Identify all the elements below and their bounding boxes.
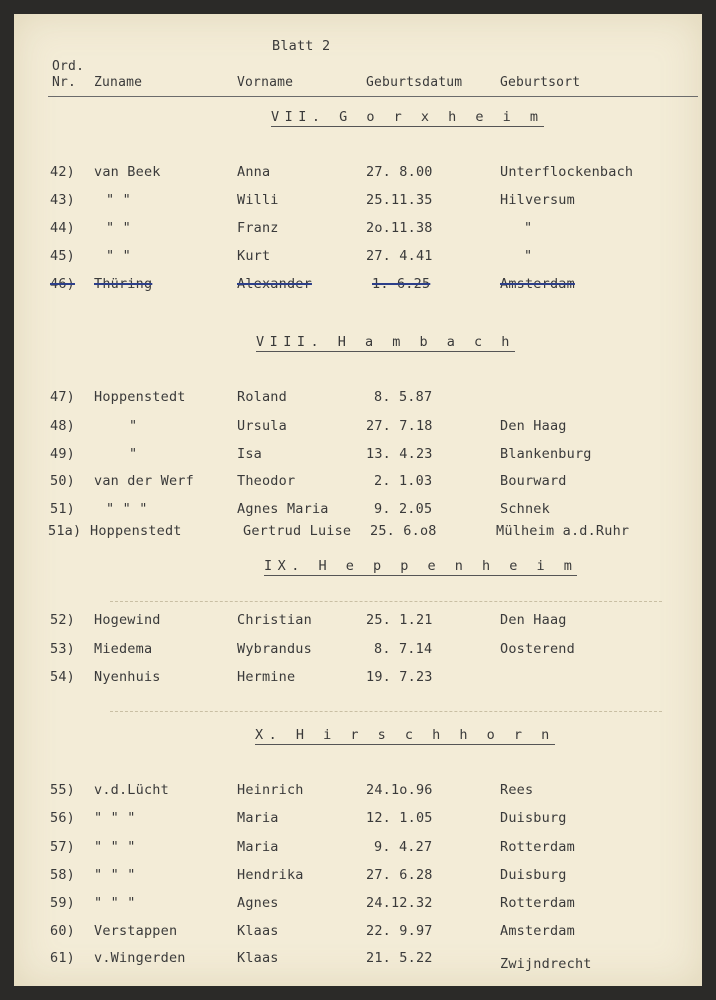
row-geburtsdatum: 9. 4.27 [374, 839, 433, 855]
row-zuname: Miedema [94, 641, 153, 657]
row-zuname: " " [106, 220, 131, 236]
row-zuname: " " " [106, 501, 148, 517]
row-nr: 55) [50, 782, 75, 798]
row-vorname: Wybrandus [237, 641, 312, 657]
row-vorname: Theodor [237, 473, 296, 489]
row-zuname: v.Wingerden [94, 950, 186, 966]
row-geburtsort: Mülheim a.d.Ruhr [496, 523, 630, 539]
table-row [14, 612, 702, 632]
row-geburtsort: Den Haag [500, 418, 567, 434]
row-nr: 51) [50, 501, 75, 517]
table-row [14, 446, 702, 466]
section-title-hirschhorn: X. H i r s c h h o r n [255, 727, 555, 743]
row-zuname: " " " [94, 867, 136, 883]
row-geburtsdatum: 24.1o.96 [366, 782, 433, 798]
row-vorname: Roland [237, 389, 287, 405]
table-row [14, 473, 702, 493]
table-row [14, 641, 702, 661]
row-zuname: " " " [94, 895, 136, 911]
row-geburtsort: Bourward [500, 473, 567, 489]
row-nr: 50) [50, 473, 75, 489]
row-geburtsort: Amsterdam [500, 923, 575, 939]
row-nr: 48) [50, 418, 75, 434]
table-row [14, 418, 702, 438]
row-vorname: Ursula [237, 418, 287, 434]
row-geburtsort: Oosterend [500, 641, 575, 657]
row-nr: 56) [50, 810, 75, 826]
section-title-hambach: VIII. H a m b a c h [256, 334, 515, 350]
row-geburtsdatum: 25. 6.o8 [370, 523, 437, 539]
row-geburtsort: Rotterdam [500, 895, 575, 911]
row-nr: 60) [50, 923, 75, 939]
row-vorname: Anna [237, 164, 271, 180]
row-zuname: " " [106, 248, 131, 264]
row-nr: 54) [50, 669, 75, 685]
row-nr: 61) [50, 950, 75, 966]
table-row [14, 669, 702, 689]
page-title: Blatt 2 [272, 38, 331, 54]
row-zuname: " " " [94, 810, 136, 826]
row-zuname: " [129, 446, 138, 462]
table-row-struck [14, 276, 702, 296]
row-nr: 52) [50, 612, 75, 628]
row-vorname: Agnes [237, 895, 279, 911]
row-geburtsort: Duisburg [500, 867, 567, 883]
table-row [14, 895, 702, 915]
header-ord: Ord. [52, 59, 85, 74]
header-vorname: Vorname [237, 75, 294, 90]
row-nr: 47) [50, 389, 75, 405]
row-geburtsort: Rotterdam [500, 839, 575, 855]
row-geburtsdatum: 21. 5.22 [366, 950, 433, 966]
table-row [14, 192, 702, 212]
row-geburtsort: Hilversum [500, 192, 575, 208]
row-nr: 49) [50, 446, 75, 462]
section-title-gorxheim: VII. G o r x h e i m [271, 109, 544, 125]
row-vorname: Hendrika [237, 867, 304, 883]
row-geburtsort: Rees [500, 782, 534, 798]
row-geburtsdatum: 24.12.32 [366, 895, 433, 911]
section-title-heppenheim: IX. H e p p e n h e i m [264, 558, 578, 574]
row-geburtsort: Zwijndrecht [500, 956, 592, 972]
row-zuname: v.d.Lücht [94, 782, 169, 798]
row-zuname: Nyenhuis [94, 669, 161, 685]
row-geburtsort: " [524, 220, 533, 236]
row-geburtsort: Amsterdam [500, 276, 575, 292]
row-geburtsdatum: 9. 2.05 [374, 501, 433, 517]
row-nr: 43) [50, 192, 75, 208]
row-geburtsdatum: 25.11.35 [366, 192, 433, 208]
row-vorname: Klaas [237, 923, 279, 939]
paper-fold-line [110, 711, 662, 712]
row-geburtsdatum: 2. 1.03 [374, 473, 433, 489]
header-geburtsdatum: Geburtsdatum [366, 75, 463, 90]
table-row [14, 810, 702, 830]
row-zuname: Hogewind [94, 612, 161, 628]
row-geburtsort: Den Haag [500, 612, 567, 628]
row-nr: 42) [50, 164, 75, 180]
row-nr: 57) [50, 839, 75, 855]
header-rule [48, 96, 698, 97]
row-geburtsort: Duisburg [500, 810, 567, 826]
table-row [14, 867, 702, 887]
row-zuname: " [129, 418, 138, 434]
row-zuname: van der Werf [94, 473, 194, 489]
row-zuname: Verstappen [94, 923, 178, 939]
row-vorname: Willi [237, 192, 279, 208]
row-geburtsdatum: 19. 7.23 [366, 669, 433, 685]
row-vorname: Heinrich [237, 782, 304, 798]
row-geburtsdatum: 27. 4.41 [366, 248, 433, 264]
row-nr: 46) [50, 276, 75, 292]
row-zuname: " " [106, 192, 131, 208]
table-row [14, 248, 702, 268]
row-zuname: Thüring [94, 276, 153, 292]
row-geburtsort: " [524, 248, 533, 264]
table-row [14, 523, 702, 543]
row-zuname: Hoppenstedt [90, 523, 182, 539]
table-row [14, 501, 702, 521]
row-geburtsdatum: 8. 5.87 [374, 389, 433, 405]
row-geburtsdatum: 2o.11.38 [366, 220, 433, 236]
row-vorname: Maria [237, 839, 279, 855]
row-geburtsort: Schnek [500, 501, 550, 517]
row-vorname: Isa [237, 446, 262, 462]
row-vorname: Franz [237, 220, 279, 236]
row-zuname: van Beek [94, 164, 161, 180]
table-row [14, 782, 702, 802]
row-nr: 44) [50, 220, 75, 236]
row-vorname: Alexander [237, 276, 312, 292]
row-nr: 53) [50, 641, 75, 657]
row-vorname: Hermine [237, 669, 296, 685]
row-vorname: Klaas [237, 950, 279, 966]
row-geburtsdatum: 27. 6.28 [366, 867, 433, 883]
row-vorname: Agnes Maria [237, 501, 329, 517]
row-geburtsdatum: 1. 6.25 [372, 276, 431, 292]
row-geburtsdatum: 12. 1.05 [366, 810, 433, 826]
row-zuname: Hoppenstedt [94, 389, 186, 405]
row-nr: 51a) [48, 523, 82, 539]
row-nr: 59) [50, 895, 75, 911]
table-row [14, 839, 702, 859]
header-geburtsort: Geburtsort [500, 75, 581, 90]
table-row [14, 220, 702, 240]
table-row [14, 164, 702, 184]
header-nr: Nr. [52, 75, 77, 90]
row-geburtsdatum: 22. 9.97 [366, 923, 433, 939]
row-vorname: Kurt [237, 248, 271, 264]
row-geburtsdatum: 25. 1.21 [366, 612, 433, 628]
row-zuname: " " " [94, 839, 136, 855]
header-zuname: Zuname [94, 75, 143, 90]
row-geburtsdatum: 27. 7.18 [366, 418, 433, 434]
row-geburtsdatum: 8. 7.14 [374, 641, 433, 657]
document-sheet [14, 14, 702, 986]
table-row [14, 923, 702, 943]
paper-fold-line [110, 601, 662, 602]
row-vorname: Maria [237, 810, 279, 826]
table-row [14, 950, 702, 970]
row-vorname: Christian [237, 612, 312, 628]
row-geburtsdatum: 27. 8.00 [366, 164, 433, 180]
row-geburtsort: Blankenburg [500, 446, 592, 462]
row-geburtsort: Unterflockenbach [500, 164, 634, 180]
row-nr: 58) [50, 867, 75, 883]
table-row [14, 389, 702, 409]
row-nr: 45) [50, 248, 75, 264]
row-vorname: Gertrud Luise [243, 523, 352, 539]
row-geburtsdatum: 13. 4.23 [366, 446, 433, 462]
